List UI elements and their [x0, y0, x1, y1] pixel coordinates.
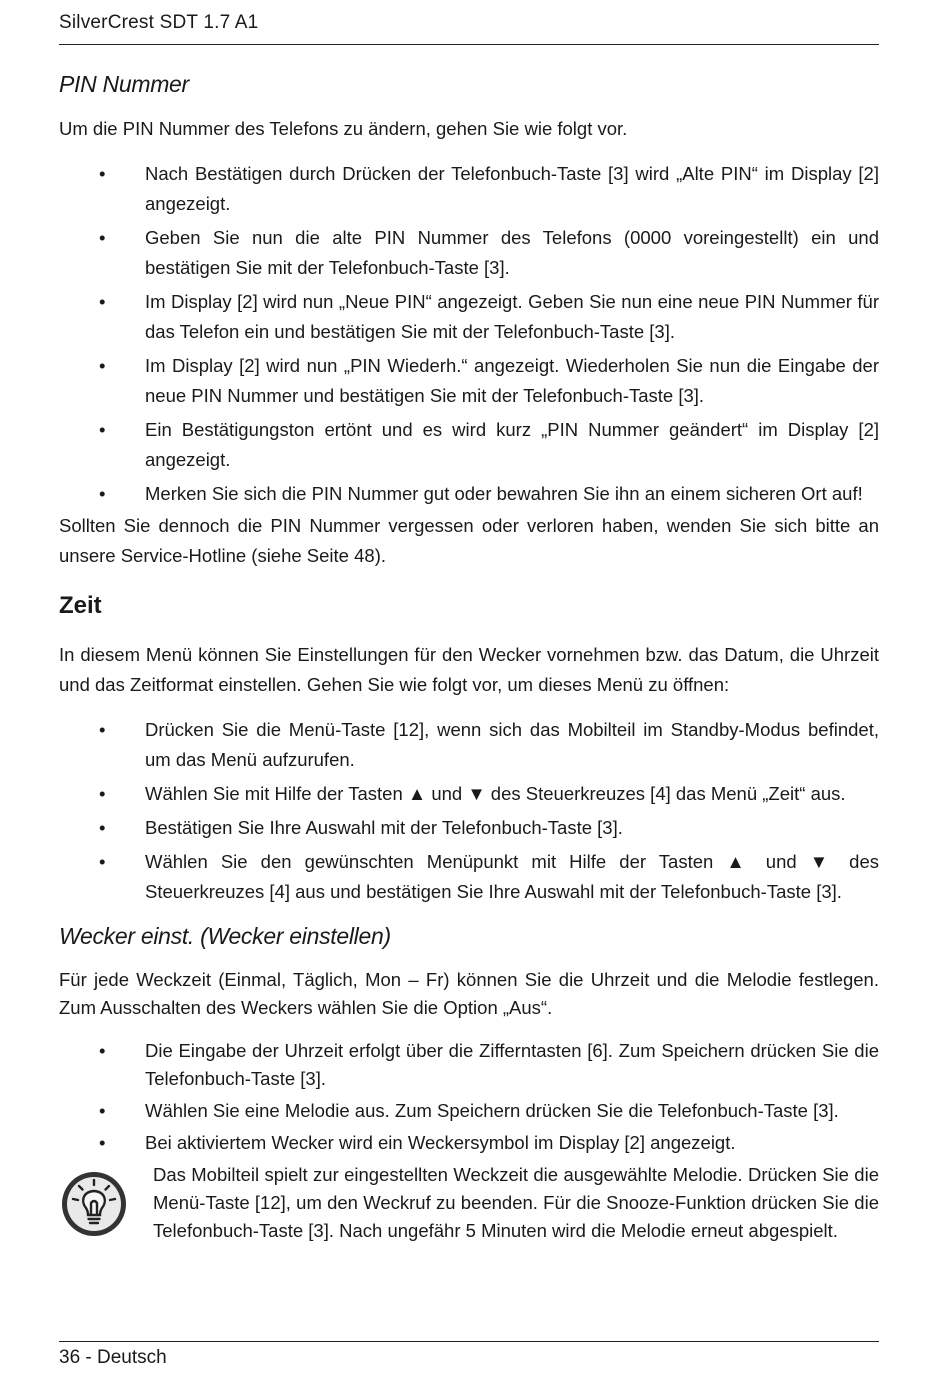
list-item: • Ein Bestätigungston ertönt und es wird kurz „PIN Nummer geändert“ im Display [2] angezeigt. [59, 415, 879, 475]
wecker-steps-list [59, 1037, 879, 1157]
heading-wecker: Wecker einst. (Wecker einstellen) [59, 923, 391, 949]
list-item: • Drücken Sie die Menü-Taste [12], wenn sich das Mobilteil im Standby-Modus befindet, um das Menü aufzurufen. [59, 715, 879, 775]
list-item: • Im Display [2] wird nun „PIN Wiederh.“ angezeigt. Wiederholen Sie nun die Eingabe der neue PIN Nummer und bestätigen Sie mit der Telefonbuch-Taste [3]. [59, 351, 879, 411]
list-item: • Im Display [2] wird nun „Neue PIN“ angezeigt. Geben Sie nun eine neue PIN Nummer für das Telefon ein und bestätigen Sie mit der Telefonbuch-Taste [3]. [59, 287, 879, 347]
heading-zeit: Zeit [59, 592, 102, 619]
list-item: • Nach Bestätigen durch Drücken der Telefonbuch-Taste [3] wird „Alte PIN“ im Display [2] angezeigt. [59, 159, 879, 219]
list-item: • Wählen Sie den gewünschten Menüpunkt mit Hilfe der Tasten ▲ und ▼ des Steuerkreuzes [4] aus und bestätigen Sie Ihre Auswahl mit der Telefonbuch-Taste [3]. [59, 847, 879, 907]
list-item: • Wählen Sie mit Hilfe der Tasten ▲ und ▼ des Steuerkreuzes [4] das Menü „Zeit“ aus. [59, 779, 879, 809]
list-item: • Merken Sie sich die PIN Nummer gut oder bewahren Sie ihn an einem sicheren Ort auf! [59, 479, 879, 509]
zeit-intro: In diesem Menü können Sie Einstellungen für den Wecker vornehmen bzw. das Datum, die Uhrzeit und das Zeitformat einstellen. Gehen Sie wie folgt vor, um dieses Menü zu öffnen: [59, 644, 879, 695]
bullet: • [99, 851, 106, 872]
list-item: • Geben Sie nun die alte PIN Nummer des Telefons (0000 voreingestellt) ein und bestätigen Sie mit der Telefonbuch-Taste [3]. [59, 223, 879, 283]
page-footer: 36 - Deutsch [59, 1347, 167, 1368]
zeit-steps-list [59, 715, 879, 907]
list-item: • Bestätigen Sie Ihre Auswahl mit der Telefonbuch-Taste [3]. [59, 813, 879, 843]
page-content [59, 66, 879, 1245]
bullet: • [99, 1100, 106, 1121]
bullet: • [99, 163, 106, 184]
bullet: • [99, 719, 106, 740]
page-header: SilverCrest SDT 1.7 A1 [59, 12, 259, 33]
bullet: • [99, 1132, 106, 1153]
bullet: • [99, 783, 106, 804]
bullet: • [99, 483, 106, 504]
bullet: • [99, 817, 106, 838]
heading-pin-nummer: PIN Nummer [59, 71, 189, 97]
bullet: • [99, 1040, 106, 1061]
list-item: • Wählen Sie eine Melodie aus. Zum Speichern drücken Sie die Telefonbuch-Taste [3]. [59, 1097, 879, 1125]
list-item: • Bei aktiviertem Wecker wird ein Weckersymbol im Display [2] angezeigt. [59, 1129, 879, 1157]
pin-intro: Um die PIN Nummer des Telefons zu ändern, gehen Sie wie folgt vor. [59, 118, 628, 139]
wecker-intro: Für jede Weckzeit (Einmal, Täglich, Mon – Fr) können Sie die Uhrzeit und die Melodie festlegen. Zum Ausschalten des Weckers wählen Sie die Option „Aus“. [59, 969, 879, 1018]
lightbulb-icon [59, 1168, 129, 1240]
pin-steps-list [59, 159, 879, 509]
pin-outro: Sollten Sie dennoch die PIN Nummer vergessen oder verloren haben, wenden Sie sich bitte an unsere Service-Hotline (siehe Seite 48). [59, 515, 879, 566]
list-item: • Die Eingabe der Uhrzeit erfolgt über die Zifferntasten [6]. Zum Speichern drücken Sie die Telefonbuch-Taste [3]. [59, 1037, 879, 1093]
footer-rule [59, 1341, 879, 1342]
tip-text: Das Mobilteil spielt zur eingestellten Weckzeit die ausgewählte Melodie. Drücken Sie die Menü-Taste [12], um den Weckruf zu beenden. Für die Snooze-Funktion drücken Sie die Telefonbuch-Taste [3]. Nach ungefähr 5 Minuten wird die Melodie erneut abgespielt. [153, 1164, 879, 1241]
bullet: • [99, 355, 106, 376]
bullet: • [99, 227, 106, 248]
bullet: • [99, 419, 106, 440]
bullet: • [99, 291, 106, 312]
header-rule [59, 44, 879, 45]
tip-note [59, 1161, 879, 1245]
